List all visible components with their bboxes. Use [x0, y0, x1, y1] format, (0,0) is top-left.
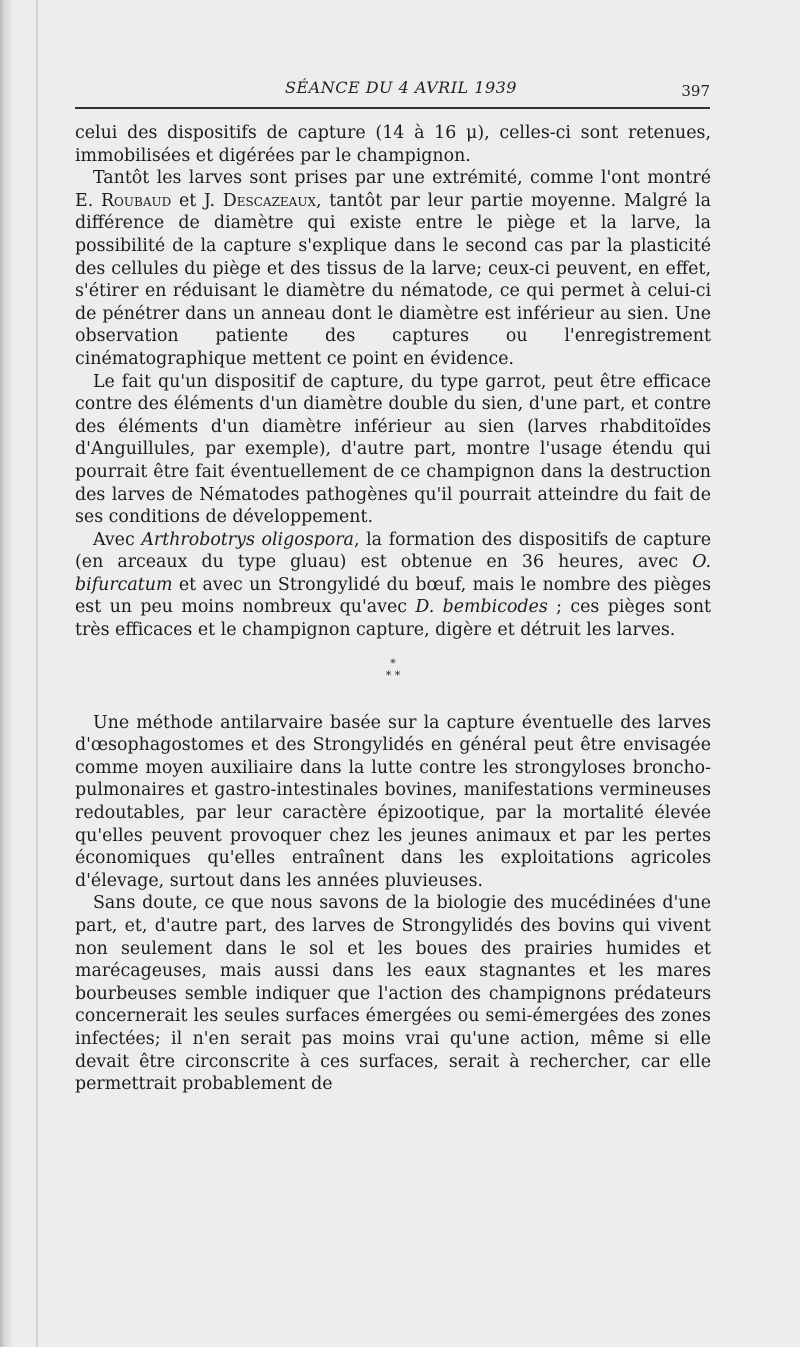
paragraph-2 [75, 167, 711, 370]
paragraph-4-part-b: , la formation des dispositifs de capture (en arceaux du type gluau) est obtenue en 36 heures, avec [75, 529, 712, 573]
author-roubaud: Roubaud [100, 190, 172, 211]
species-o-bifurcatum: O. bifurcatum [75, 552, 711, 595]
paragraph-2-part-c: , tantôt par leur partie moyenne. Malgré la différence de diamètre qui existe entre le piège et la larve, la possibilité de la capture s'explique dans le second cas par la plasticité des cellules du piège et des tissus de la larve; ceux-ci peuvent, en effet, s'étirer en réduisant le diamètre du nématode, ce qui permet à celui-ci de pénétrer dans un anneau dont le diamètre est inférieur au sien. Une observation patiente des captures ou l'enregistrement cinématographique mettent ce point en évidence. [75, 190, 712, 369]
asterism-top: * [390, 656, 396, 670]
paragraph-4-part-c: et avec un Strongylidé du bœuf, mais le nombre des pièges est un peu moins nombreux qu'avec [75, 574, 711, 618]
paragraph-3: Le fait qu'un dispositif de capture, du type garrot, peut être efficace contre des éléments d'un diamètre double du sien, d'une part, et contre des éléments d'un diamètre inférieur au sien (larves rhabditoïdes d'Anguillules, par exemple), d'autre part, montre l'usage étendu qui pourrait être fait éventuellement de ce champignon dans la destruction des larves de Nématodes pathogènes qu'il pourrait atteindre du fait de ses conditions de développement. [75, 371, 711, 528]
paragraph-5: Une méthode antilarvaire basée sur la capture éventuelle des larves d'œsophagostomes et des Strongylidés en général peut être envisagée comme moyen auxiliaire dans la lutte contre les strongyloses broncho-pulmonaires et gastro-intestinales bovines, manifestations vermineuses redoutables, par leur caractère épizootique, par la mortalité élevée qu'elles peuvent provoquer chez les jeunes animaux et par les pertes économiques qu'elles entraînent dans les exploitations agricoles d'élevage, surtout dans les années pluvieuses. [75, 712, 711, 891]
paragraph-2-part-b: et J. [178, 190, 216, 211]
page-spine-shadow [0, 0, 12, 1347]
running-head-title: SÉANCE DU 4 AVRIL 1939 [285, 78, 517, 97]
paragraph-4-part-d: ; ces pièges sont très efficaces et le champignon capture, digère et détruit les larves. [75, 597, 712, 641]
paragraph-4-part-a: Avec [93, 529, 135, 550]
asterism-bottom: * * [385, 668, 401, 682]
header-rule [75, 107, 710, 109]
paragraph-4 [75, 529, 711, 642]
species-arthrobotrys: Arthrobotrys oligospora [141, 529, 354, 550]
page-fold-line [36, 0, 38, 1347]
paragraph-1: celui des dispositifs de capture (14 à 16 μ), celles-ci sont retenues, immobilisées et digérées par le champignon. [75, 123, 711, 166]
running-head [75, 78, 710, 108]
page-number: 397 [681, 82, 710, 100]
body-text [75, 122, 711, 1096]
paragraph-6: Sans doute, ce que nous savons de la biologie des mucédinées d'une part, et, d'autre part, des larves de Strongylidés des bovins qui vivent non seulement dans le sol et les boues des prairies humides et marécageuses, mais aussi dans les eaux stagnantes et les mares bourbeuses semble indiquer que l'action des champignons prédateurs concernerait les seules surfaces émergées ou semi-émergées des zones infectées; il n'en serait pas moins vrai qu'une action, même si elle devait être circonscrite à ces surfaces, serait à rechercher, car elle permettrait probablement de [75, 893, 711, 1095]
author-descazeaux: Descazeaux [222, 190, 316, 211]
paragraph-2-part-a: Tantôt les larves sont prises par une extrémité, comme l'ont montré E. [75, 168, 711, 211]
species-d-bembicodes: D. bembicodes [415, 597, 548, 618]
section-asterism [75, 658, 711, 682]
